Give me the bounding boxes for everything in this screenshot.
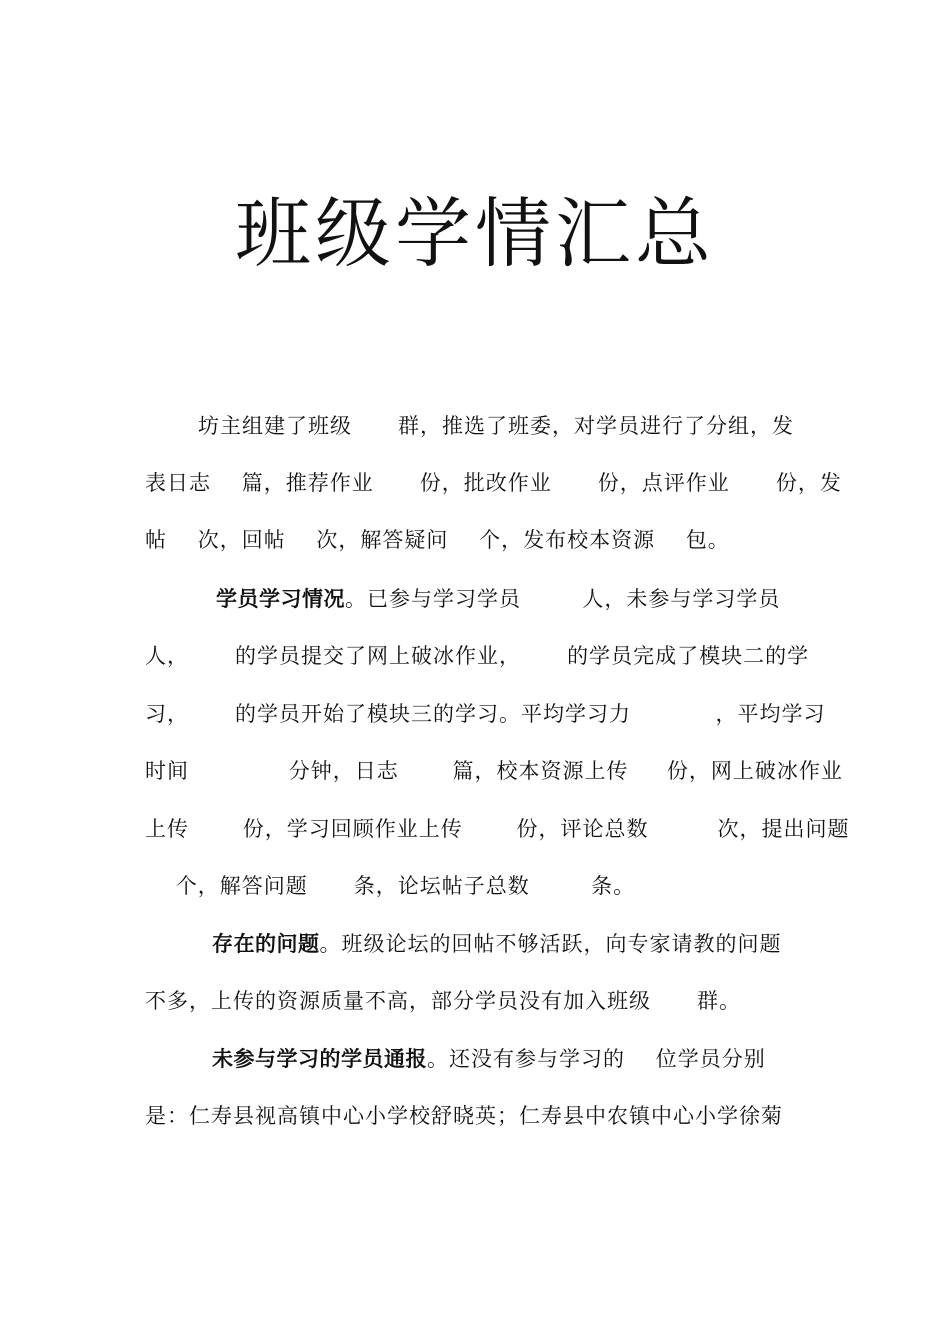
paragraph-2-line-3: 习， 的学员开始了模块三的学习。平均学习力 ，平均学习 [145,702,826,726]
document-title: 班级学情汇总 [235,189,715,278]
paragraph-4-line-1 [212,1044,766,1074]
paragraph-3-heading: 存在的问题 [212,932,320,956]
paragraph-2-line-6: 个，解答问题 条，论坛帖子总数 条。 [145,874,636,898]
paragraph-3-line-2: 不多，上传的资源质量不高，部分学员没有加入班级 群。 [145,989,742,1013]
paragraph-2-line-4: 时间 分钟，日志 篇，校本资源上传 份，网上破冰作业 [145,759,843,783]
paragraph-4-line-2: 是：仁寿县视高镇中心小学校舒晓英；仁寿县中农镇中心小学徐菊 [145,1104,783,1128]
paragraph-2-line-1-text: 。已参与学习学员 人，未参与学习学员 [345,587,781,611]
paragraph-4-line-1-text: 。还没有参与学习的 位学员分别 [427,1047,766,1071]
paragraph-4-heading: 未参与学习的学员通报 [212,1047,427,1071]
paragraph-1-line-2: 表日志 篇，推荐作业 份，批改作业 份，点评作业 份，发 [145,471,842,495]
paragraph-1-line-3: 帖 次，回帖 次，解答疑问 个，发布校本资源 包。 [145,528,730,552]
paragraph-2-line-2: 人， 的学员提交了网上破冰作业， 的学员完成了模块二的学 [145,644,810,668]
paragraph-2-line-5: 上传 份，学习回顾作业上传 份，评论总数 次，提出问题 [145,817,850,841]
paragraph-1-line-1: 坊主组建了班级 群，推选了班委，对学员进行了分组，发 [198,414,795,438]
paragraph-2-line-1 [216,584,780,614]
paragraph-3-line-1-text: 。班级论坛的回帖不够活跃，向专家请教的问题 [319,932,782,956]
paragraph-3-line-1 [212,929,782,959]
paragraph-2-heading: 学员学习情况 [216,587,345,611]
